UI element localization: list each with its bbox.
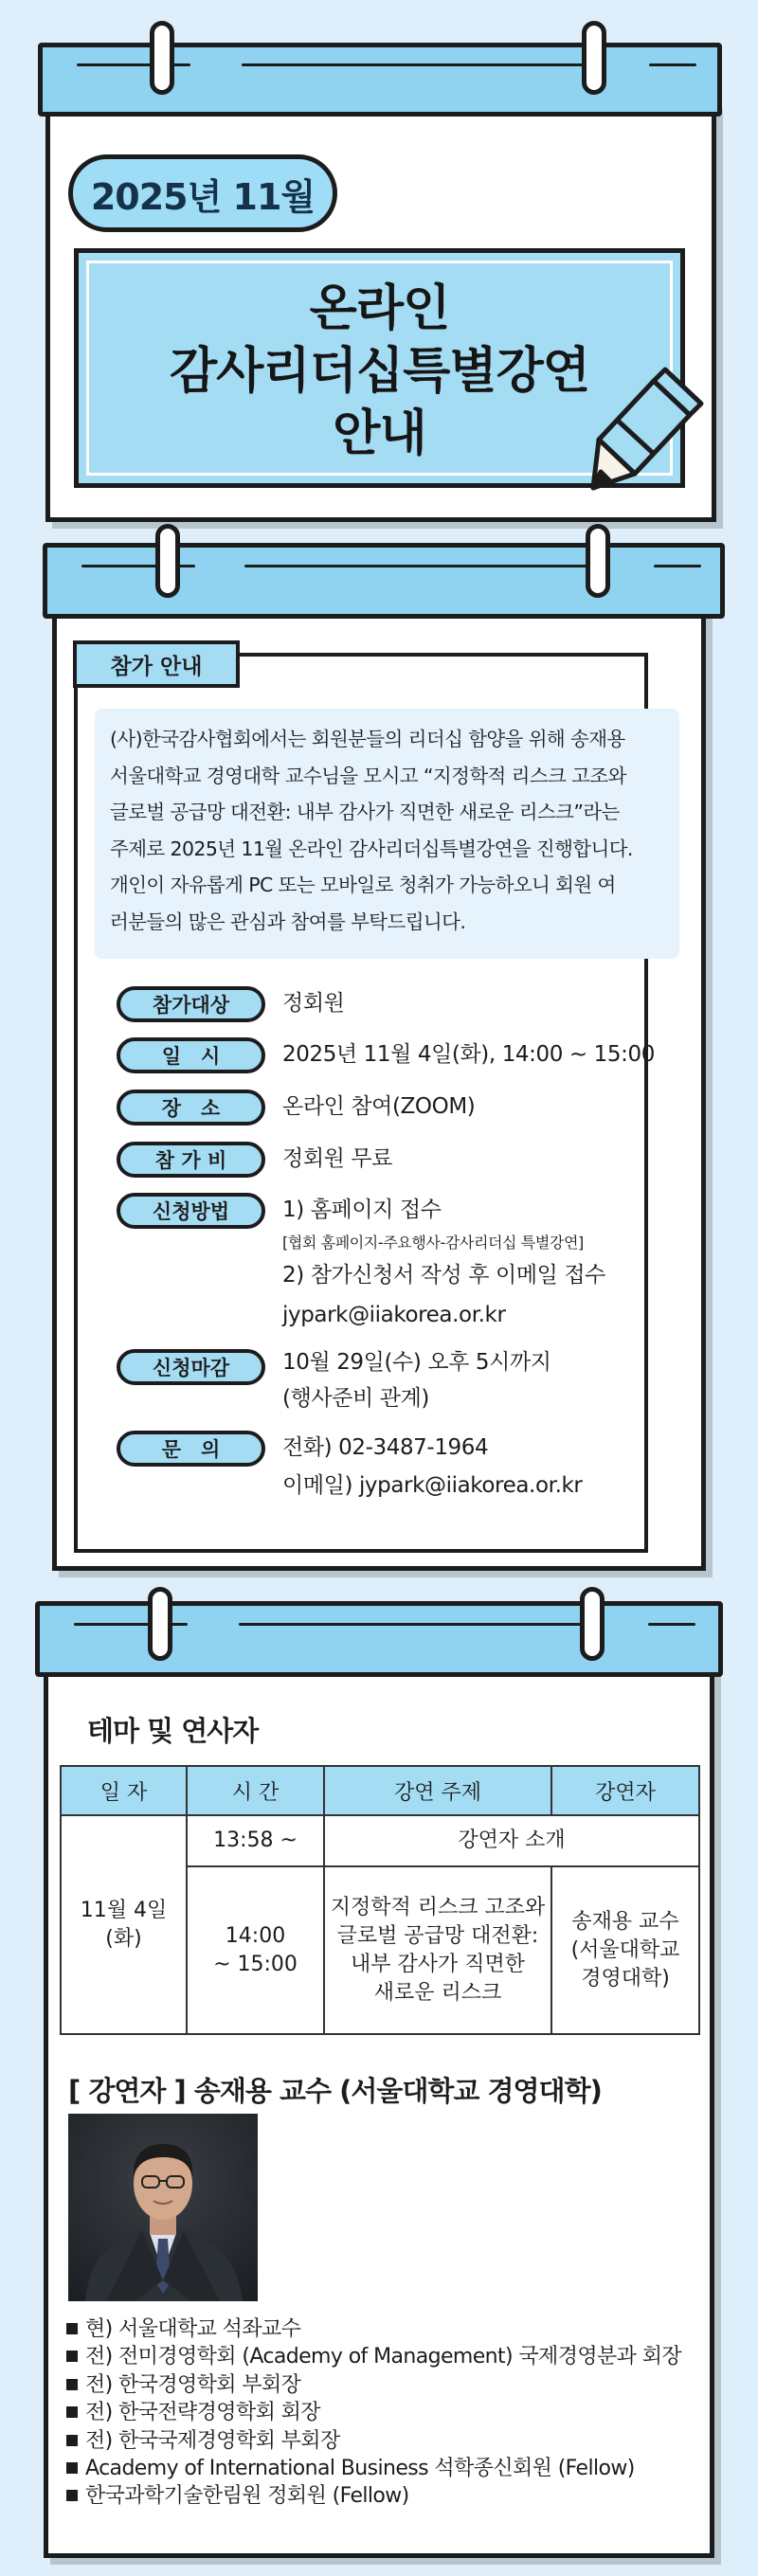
value-target: 정회원 — [282, 991, 345, 1016]
label-datetime: 일 시 — [117, 1037, 265, 1073]
binder-ring — [148, 1587, 172, 1661]
value-contact-phone[interactable]: 전화) 02-3487-1964 — [282, 1435, 489, 1460]
speaker-photo — [68, 2114, 258, 2301]
label-fee: 참 가 비 — [117, 1142, 265, 1178]
participation-tab-label: 참가 안내 — [73, 640, 240, 688]
schedule-panel-bar — [35, 1601, 723, 1677]
list-item: 전) 전미경영학회 (Academy of Management) 국제경영분과 회장 — [66, 2343, 681, 2370]
schedule-title: 테마 및 연사자 — [87, 1715, 259, 1747]
value-deadline-note: (행사준비 관계) — [282, 1386, 429, 1411]
binder-ring — [586, 524, 610, 598]
page-title: 온라인 감사리더십특별강연 안내 — [169, 280, 590, 462]
label-deadline: 신청마감 — [117, 1349, 265, 1385]
table-header-time: 시 간 — [187, 1766, 324, 1815]
table-header-row — [61, 1766, 699, 1815]
schedule-table — [60, 1765, 700, 2035]
binder-ring — [582, 21, 606, 95]
label-target: 참가대상 — [117, 986, 265, 1022]
participation-panel-bar — [43, 543, 725, 619]
list-item: 전) 한국전략경영학회 회장 — [66, 2399, 681, 2426]
value-datetime: 2025년 11월 4일(화), 14:00 ~ 15:00 — [282, 1042, 655, 1067]
label-apply-method: 신청방법 — [117, 1193, 265, 1229]
value-apply-method-1: 1) 홈페이지 접수 — [282, 1198, 442, 1222]
table-row — [61, 1815, 699, 1866]
speaker-title: [ 강연자 ] 송재용 교수 (서울대학교 경영대학) — [68, 2075, 602, 2107]
header-panel-bar — [38, 43, 722, 117]
value-venue: 온라인 참여(ZOOM) — [282, 1094, 476, 1119]
value-apply-email[interactable]: jypark@iiakorea.or.kr — [282, 1303, 506, 1327]
list-item: Academy of International Business 석학종신회원 (Fellow) — [66, 2455, 681, 2482]
list-item: 한국과학기술한림원 정회원 (Fellow) — [66, 2482, 681, 2510]
speaker-cell: 송재용 교수 (서울대학교 경영대학) — [551, 1866, 699, 2034]
binder-ring — [580, 1587, 605, 1661]
binder-ring — [155, 524, 180, 598]
list-item: 전) 한국국제경영학회 부회장 — [66, 2427, 681, 2455]
binder-ring — [150, 21, 174, 95]
topic-cell: 지정학적 리스크 고조와 글로벌 공급망 대전환: 내부 감사가 직면한 새로운 리스크 — [324, 1866, 551, 2034]
table-header-topic: 강연 주제 — [324, 1766, 551, 1815]
event-date-badge: 2025년 11월 — [68, 154, 337, 232]
value-fee: 정회원 무료 — [282, 1146, 393, 1171]
value-apply-method-2: 2) 참가신청서 작성 후 이메일 접수 — [282, 1263, 605, 1288]
label-contact: 문 의 — [117, 1431, 265, 1467]
intro-cell: 강연자 소개 — [324, 1815, 699, 1866]
table-header-speaker: 강연자 — [551, 1766, 699, 1815]
table-header-date: 일 자 — [61, 1766, 187, 1815]
date-cell: 11월 4일 (화) — [61, 1815, 187, 2034]
speaker-career-list — [66, 2315, 681, 2511]
time-cell: 14:00 ~ 15:00 — [187, 1866, 324, 2034]
intro-text: (사)한국감사협회에서는 회원분들의 리더십 함양을 위해 송재용 서울대학교 경영대학 교수님을 모시고 “지정학적 리스크 고조와 글로벌 공급망 대전환: 내부 감사가 직면한 새로운 리스크”라는 주제로 2025년 11월 온라인 감사리더십특별강연을 진행합니다. 개인이 자유롭게 PC 또는 모바일로 청취가 가능하오니 회원 여 러분들의 많은 관심과 참여를 부탁드립니다. — [95, 709, 679, 959]
time-cell: 13:58 ~ — [187, 1815, 324, 1866]
value-contact-email[interactable]: 이메일) jypark@iiakorea.or.kr — [282, 1473, 583, 1498]
value-deadline: 10월 29일(수) 오후 5시까지 — [282, 1350, 551, 1375]
label-venue: 장 소 — [117, 1090, 265, 1126]
list-item: 전) 한국경영학회 부회장 — [66, 2371, 681, 2399]
list-item: 현) 서울대학교 석좌교수 — [66, 2315, 681, 2343]
pencil-icon — [586, 363, 709, 495]
value-apply-method-path: [협회 홈페이지-주요행사-감사리더십 특별강연] — [282, 1234, 584, 1252]
